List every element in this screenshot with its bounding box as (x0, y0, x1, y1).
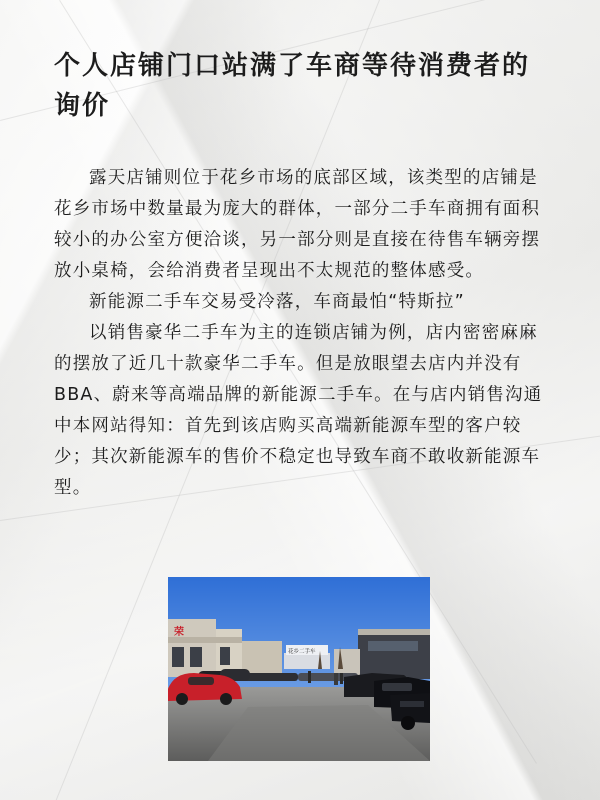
storefront-sign-left: 荣 (174, 627, 184, 638)
article-body (54, 163, 550, 504)
market-photo (168, 577, 430, 761)
article-title: 个人店铺门口站满了车商等待消费者的询价 (54, 51, 531, 121)
paragraph: 新能源二手车交易受冷落，车商最怕“特斯拉” (89, 292, 465, 312)
paragraph: 露天店铺则位于花乡市场的底部区域，该类型的店铺是花乡市场中数量最为庞大的群体，一部分二手车商拥有面积较小的办公室方便洽谈，另一部分则是直接在待售车辆旁摆放小桌椅，会给消费者呈现出不太规范的整体感受。 (54, 168, 541, 281)
paragraph: 以销售豪华二手车为主的连锁店铺为例，店内密密麻麻的摆放了近几十款豪华二手车。但是放眼望去店内并没有BBA、蔚来等高端品牌的新能源二手车。在与店内销售沟通中本网站得知：首先到该店购买高端新能源车型的客户较少；其次新能源车的售价不稳定也导致车商不敢收新能源车型。 (54, 323, 543, 498)
gate-sign: 花乡二手车 (288, 649, 316, 655)
